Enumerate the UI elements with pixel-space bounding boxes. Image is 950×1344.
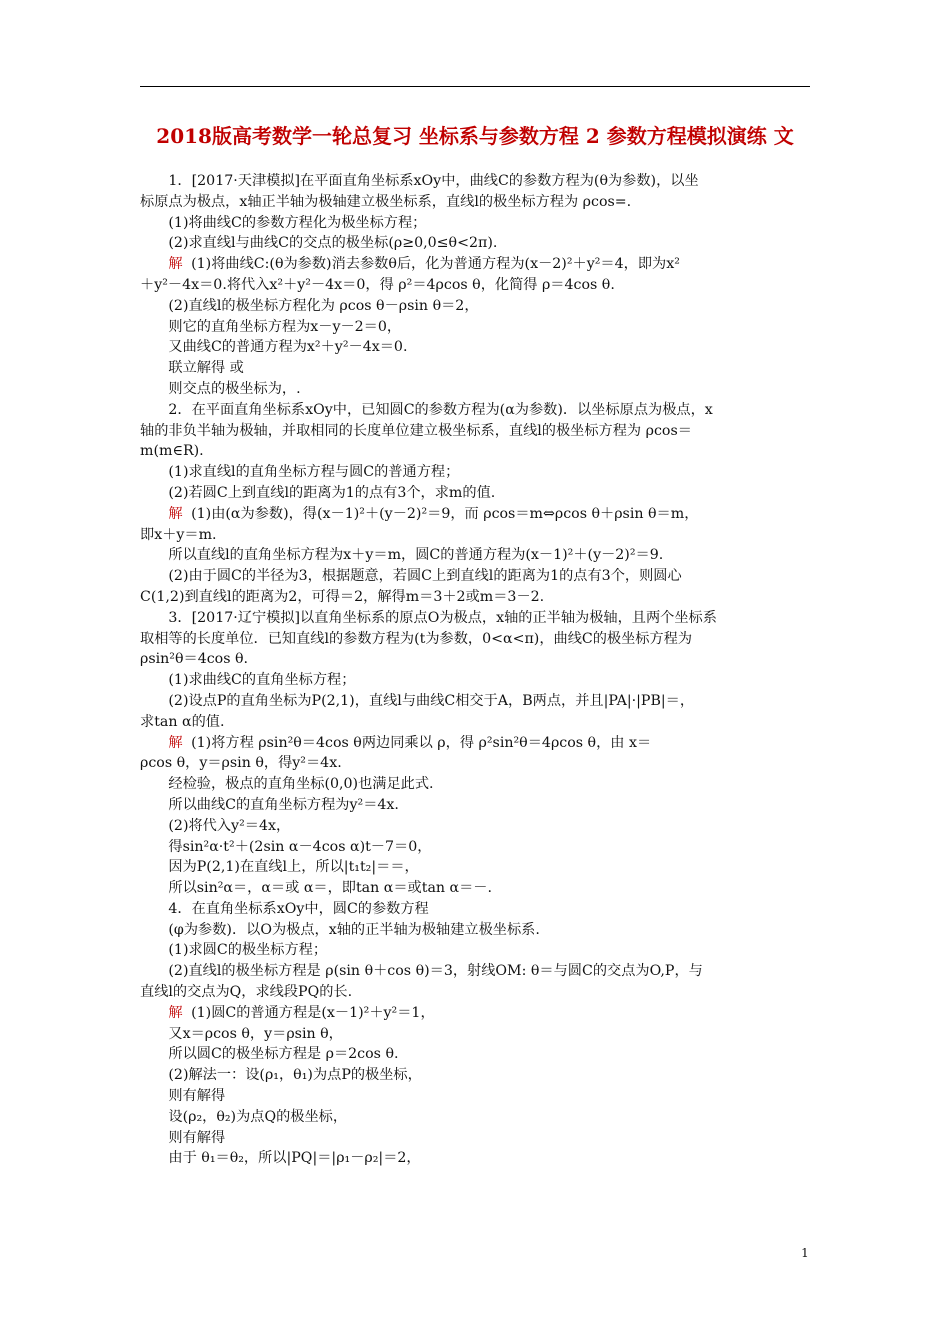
line-text: 即x＋y＝m.: [140, 526, 217, 543]
text-line: [140, 483, 810, 504]
line-text: (2)将代入y²＝4x，: [168, 817, 291, 834]
line-text: 所以曲线C的直角坐标方程为y²＝4x.: [168, 796, 399, 813]
line-text: (1)求圆C的极坐标方程；: [168, 942, 328, 959]
line-text: (2)求直线l与曲线C的交点的极坐标(ρ≥0,0≤θ<2π).: [168, 235, 498, 252]
text-line: [140, 421, 810, 442]
line-text: 设(ρ₂，θ₂)为点Q的极坐标，: [168, 1108, 348, 1125]
text-line: [140, 587, 810, 608]
text-line: [140, 1128, 810, 1149]
line-text: 所以直线l的直角坐标方程为x＋y＝m，圆C的普通方程为(x－1)²＋(y－2)²＝9.: [168, 547, 664, 564]
line-text: 联立解得 或: [168, 360, 244, 377]
text-line: [140, 525, 810, 546]
line-text: (2)由于圆C的半径为3，根据题意，若圆C上到直线l的距离为1的点有3个，则圆心: [168, 568, 682, 585]
line-text: 3．[2017·辽宁模拟]以直角坐标系的原点O为极点，x轴的正半轴为极轴，且两个坐标系: [168, 609, 717, 626]
text-line: [140, 566, 810, 587]
text-line: [140, 629, 810, 650]
text-line: [140, 1148, 810, 1169]
line-text: 得sin²α·t²＋(2sin α－4cos α)t－7＝0，: [168, 838, 432, 855]
line-text: (1)求直线l的直角坐标方程与圆C的普通方程；: [168, 464, 460, 481]
text-line: [140, 400, 810, 421]
line-text: 则有解得: [168, 1088, 226, 1105]
line-text: 2．在平面直角坐标系xOy中，已知圆C的参数方程为(α为参数)．以坐标原点为极点，x: [168, 401, 713, 418]
line-text: ＋y²－4x＝0.将代入x²＋y²－4x＝0，得 ρ²＝4ρcos θ，化简得 ρ＝4cos θ.: [140, 276, 615, 293]
text-line: [140, 1044, 810, 1065]
line-text: 所以sin²α＝，α＝或 α＝，即tan α＝或tan α＝－.: [168, 880, 493, 897]
line-text: (1)由(α为参数)，得(x－1)²＋(y－2)²＝9，而 ρcos＝m⇔ρcos θ＋ρsin θ＝m，: [191, 505, 699, 522]
text-line: [140, 649, 810, 670]
text-line: [140, 296, 810, 317]
line-text: (1)圆C的普通方程是(x－1)²＋y²＝1，: [191, 1004, 435, 1021]
line-text: 又x＝ρcos θ，y＝ρsin θ，: [168, 1025, 343, 1042]
text-line: [140, 317, 810, 338]
text-line: [140, 608, 810, 629]
text-line: [140, 857, 810, 878]
text-line: [140, 254, 810, 275]
text-line: [140, 545, 810, 566]
text-line: [140, 670, 810, 691]
solution-label: 解: [168, 734, 183, 751]
line-text: 所以圆C的极坐标方程是 ρ＝2cos θ.: [168, 1046, 399, 1063]
text-line: [140, 837, 810, 858]
text-line: [140, 795, 810, 816]
line-text: 求tan α的值.: [140, 713, 225, 730]
line-text: 1．[2017·天津模拟]在平面直角坐标系xOy中，曲线C的参数方程为(θ为参数)，以坐: [168, 173, 699, 189]
line-text: 则交点的极坐标为，.: [168, 380, 301, 397]
line-text: (2)直线l的极坐标方程是 ρ(sin θ＋cos θ)＝3，射线OM: θ＝与圆C的交点为O,P，与: [168, 963, 703, 980]
line-text: (2)解法一：设(ρ₁，θ₁)为点P的极坐标，: [168, 1067, 422, 1084]
line-text: (2)设点P的直角坐标为P(2,1)，直线l与曲线C相交于A，B两点，并且|PA|·|PB|＝，: [168, 692, 695, 709]
line-text: 轴的非负半轴为极轴，并取相同的长度单位建立极坐标系，直线l的极坐标方程为 ρcos＝: [140, 422, 692, 439]
line-text: ρcos θ，y＝ρsin θ，得y²＝4x.: [140, 755, 342, 772]
line-text: C(1,2)到直线l的距离为2，可得＝2，解得m＝3＋2或m＝3－2.: [140, 588, 545, 605]
text-line: [140, 920, 810, 941]
line-text: (2)若圆C上到直线l的距离为1的点有3个，求m的值.: [168, 484, 496, 501]
text-line: [140, 940, 810, 961]
text-line: [140, 504, 810, 525]
text-line: [140, 275, 810, 296]
document-title: 2018版高考数学一轮总复习 坐标系与参数方程 2 参数方程模拟演练 文: [156, 124, 794, 148]
text-line: [140, 171, 810, 192]
line-text: 又曲线C的普通方程为x²＋y²－4x＝0.: [168, 339, 408, 356]
text-line: [140, 899, 810, 920]
solution-label: 解: [168, 256, 183, 273]
line-text: (2)直线l的极坐标方程化为 ρcos θ－ρsin θ＝2，: [168, 297, 479, 314]
text-line: [140, 1024, 810, 1045]
solution-label: 解: [168, 1004, 183, 1021]
text-line: [140, 1107, 810, 1128]
text-line: [140, 774, 810, 795]
text-line: [140, 1003, 810, 1024]
text-line: [140, 462, 810, 483]
line-text: ρsin²θ＝4cos θ.: [140, 651, 249, 668]
text-line: [140, 213, 810, 234]
solution-label: 解: [168, 505, 183, 522]
line-text: 由于 θ₁＝θ₂，所以|PQ|＝|ρ₁－ρ₂|＝2，: [168, 1150, 421, 1167]
line-text: 4．在直角坐标系xOy中，圆C的参数方程: [168, 900, 429, 917]
text-line: [140, 691, 810, 712]
text-line: [140, 441, 810, 462]
text-line: [140, 733, 810, 754]
line-text: m(m∈R).: [140, 443, 204, 460]
text-line: [140, 358, 810, 379]
text-line: [140, 1065, 810, 1086]
line-text: (1)将曲线C的参数方程化为极坐标方程；: [168, 214, 427, 231]
document-body: [140, 171, 810, 1169]
text-line: [140, 982, 810, 1003]
text-line: [140, 379, 810, 400]
text-line: [140, 337, 810, 358]
text-line: [140, 961, 810, 982]
line-text: 则它的直角坐标方程为x－y－2＝0，: [168, 318, 402, 335]
line-text: (1)求曲线C的直角坐标方程；: [168, 672, 356, 689]
text-line: [140, 753, 810, 774]
line-text: 取相等的长度单位．已知直线l的参数方程为(t为参数，0<α<π)，曲线C的极坐标方程为: [140, 630, 693, 647]
line-text: (1)将方程 ρsin²θ＝4cos θ两边同乘以 ρ，得 ρ²sin²θ＝4ρcos θ，由 x＝: [191, 734, 652, 751]
header-rule: [140, 86, 810, 87]
text-line: [140, 816, 810, 837]
text-line: [140, 712, 810, 733]
line-text: 经检验，极点的直角坐标(0,0)也满足此式.: [168, 776, 434, 793]
text-line: [140, 192, 810, 213]
text-line: [140, 878, 810, 899]
text-line: [140, 233, 810, 254]
page-number: 1: [801, 1246, 809, 1260]
line-text: (φ为参数)．以O为极点，x轴的正半轴为极轴建立极坐标系.: [168, 921, 540, 938]
line-text: 因为P(2,1)在直线l上，所以|t₁t₂|＝＝，: [168, 859, 419, 876]
text-line: [140, 1086, 810, 1107]
line-text: 则有解得: [168, 1129, 226, 1146]
line-text: 标原点为极点，x轴正半轴为极轴建立极坐标系，直线l的极坐标方程为 ρcos=.: [140, 193, 632, 210]
line-text: (1)将曲线C:(θ为参数)消去参数θ后，化为普通方程为(x－2)²＋y²＝4，即为x²: [191, 256, 680, 273]
line-text: 直线l的交点为Q，求线段PQ的长.: [140, 984, 353, 1001]
